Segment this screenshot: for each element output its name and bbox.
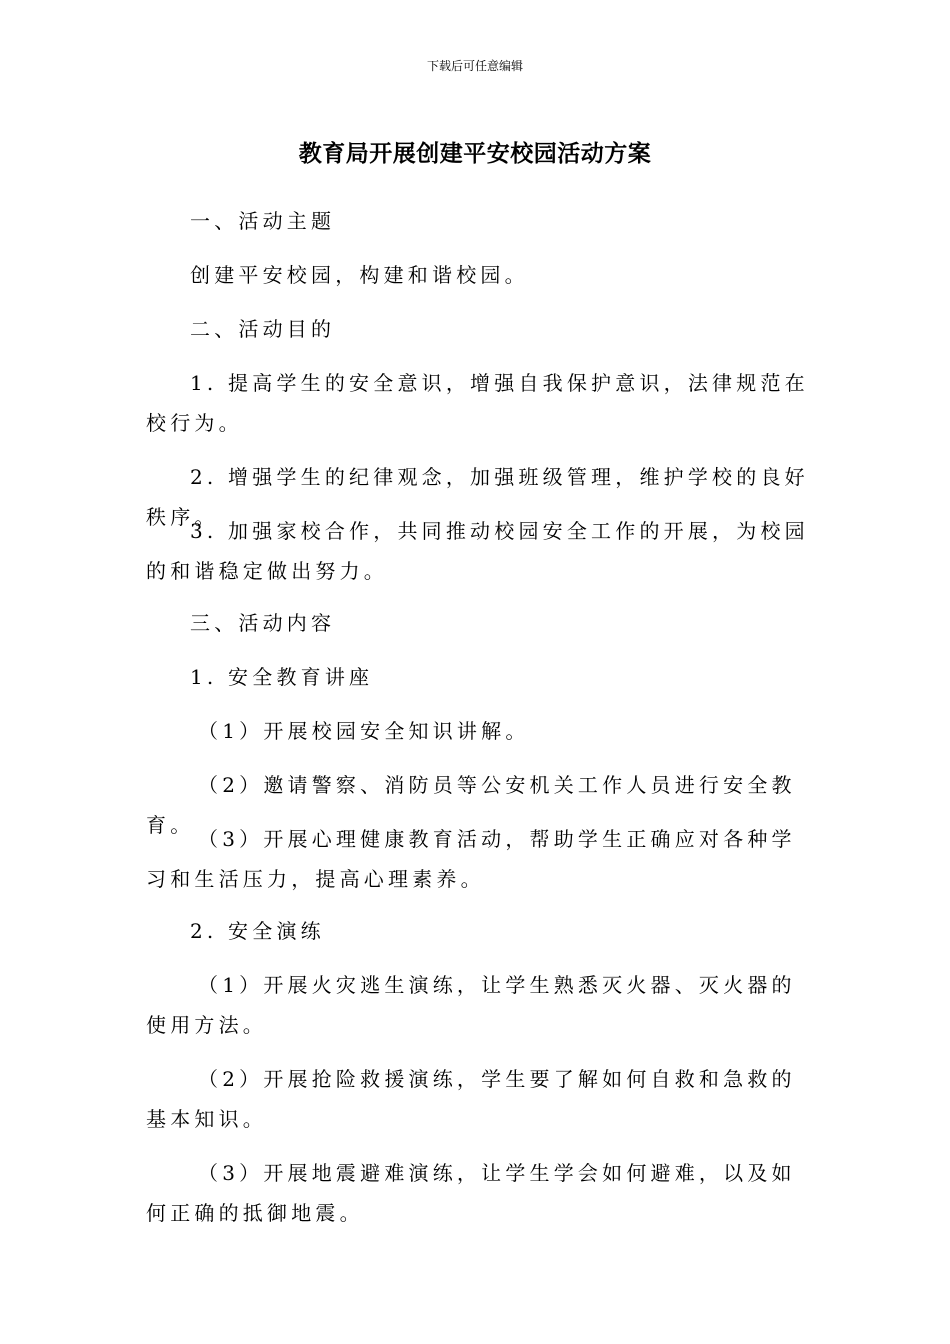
section-heading-purpose: 二、活动目的 bbox=[190, 317, 336, 341]
paragraph-drill-3: （3）开展地震避难演练，让学生学会如何避难，以及如何正确的抵御地震。 bbox=[146, 1161, 796, 1225]
document-title: 教育局开展创建平安校园活动方案 bbox=[298, 141, 652, 167]
subheading-safety-lecture: 1. 安全教育讲座 bbox=[190, 665, 374, 689]
paragraph-purpose-2: 2. 增强学生的纪律观念，加强班级管理，维护学校的良好秩序。 bbox=[146, 465, 809, 529]
paragraph-purpose-3: 3. 加强家校合作，共同推动校园安全工作的开展，为校园的和谐稳定做出努力。 bbox=[146, 519, 809, 583]
subheading-safety-drill: 2. 安全演练 bbox=[190, 919, 325, 943]
paragraph-drill-1: （1）开展火灾逃生演练，让学生熟悉灭火器、灭火器的使用方法。 bbox=[146, 973, 796, 1037]
paragraph-theme: 创建平安校园，构建和谐校园。 bbox=[190, 263, 529, 287]
paragraph-lecture-3: （3）开展心理健康教育活动，帮助学生正确应对各种学习和生活压力，提高心理素养。 bbox=[146, 827, 796, 891]
section-heading-theme: 一、活动主题 bbox=[190, 209, 336, 233]
paragraph-purpose-1: 1. 提高学生的安全意识，增强自我保护意识，法律规范在校行为。 bbox=[146, 371, 809, 435]
header-note: 下载后可任意编辑 bbox=[426, 59, 523, 73]
paragraph-lecture-1: （1）开展校园安全知识讲解。 bbox=[198, 719, 530, 743]
section-heading-content: 三、活动内容 bbox=[190, 611, 336, 635]
paragraph-drill-2: （2）开展抢险救援演练，学生要了解如何自救和急救的基本知识。 bbox=[146, 1067, 796, 1131]
paragraph-lecture-2: （2）邀请警察、消防员等公安机关工作人员进行安全教育。 bbox=[146, 773, 796, 837]
